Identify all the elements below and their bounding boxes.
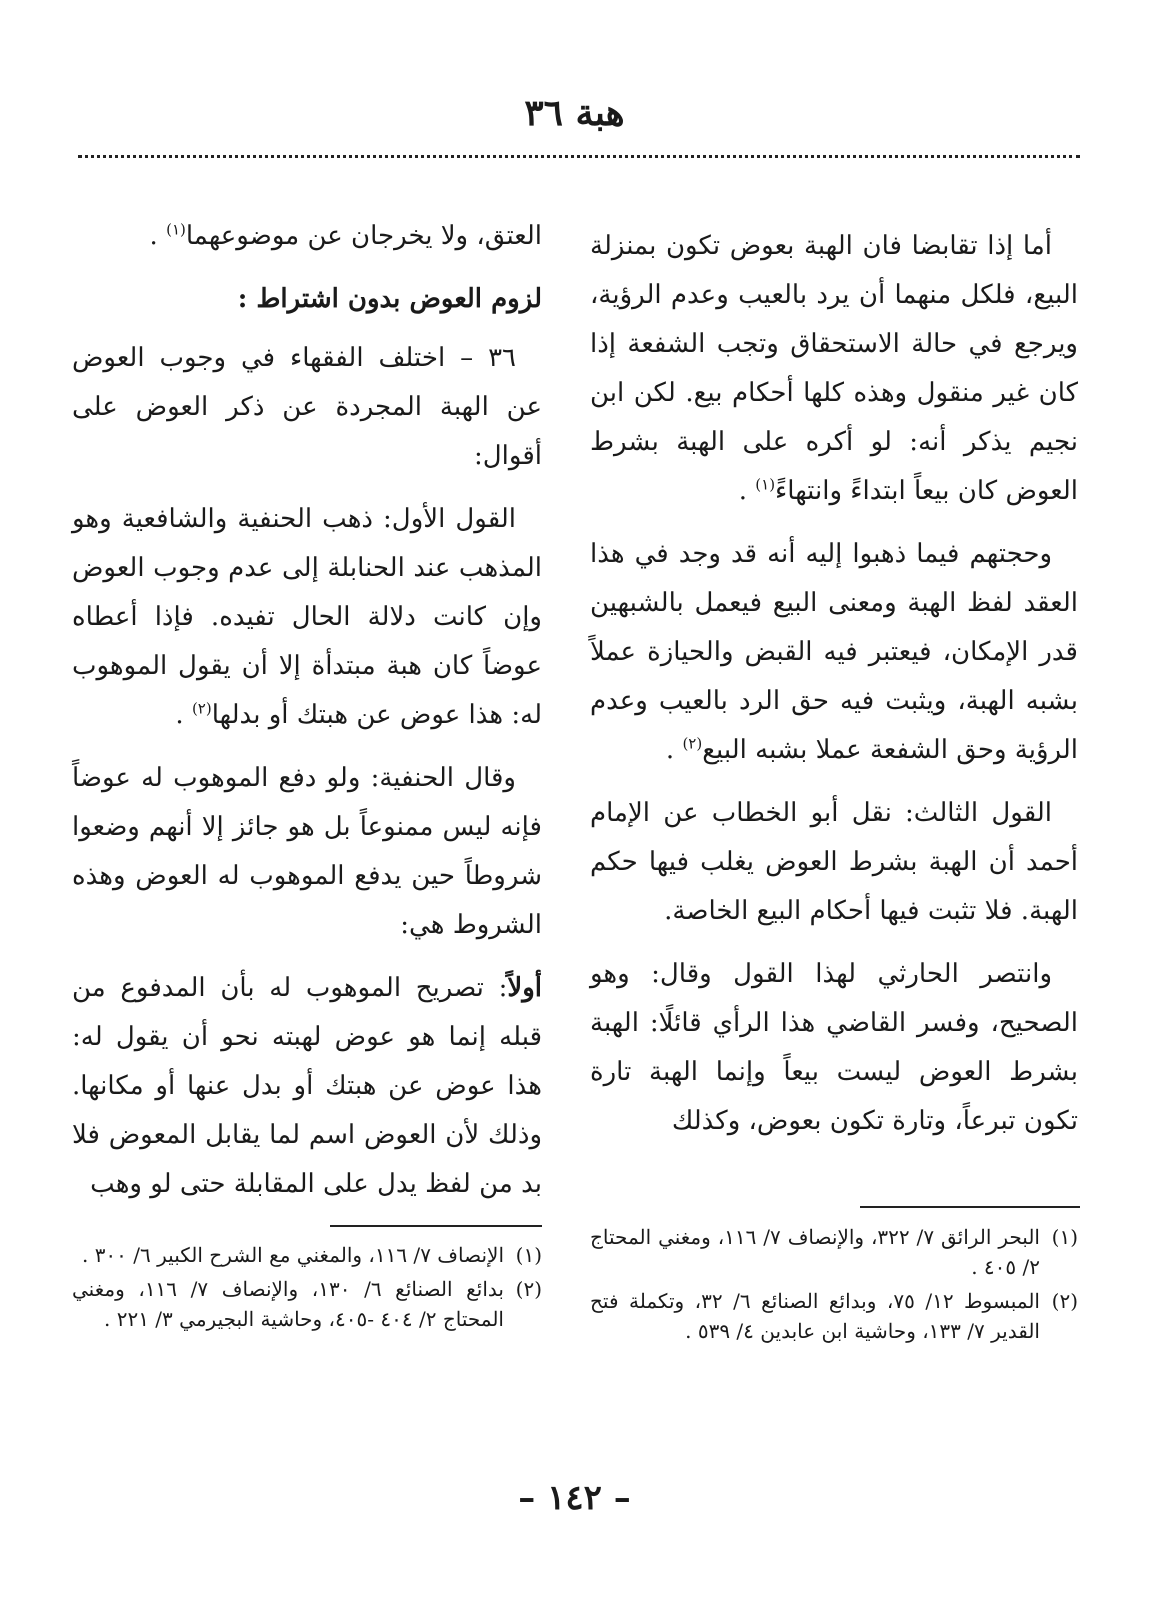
- footnote-ref: (١): [755, 475, 776, 494]
- right-paragraph-3: القول الثالث: نقل أبو الخطاب عن الإمام أحمد أن الهبة بشرط العوض يغلب فيها حكم الهبة. فلا تثبت فيها أحكام البيع الخاصة.: [590, 798, 1078, 926]
- footnote-ref: (٢): [682, 734, 703, 753]
- footnote-number: (٢): [515, 1277, 542, 1301]
- right-paragraph-1: أما إذا تقابضا فان الهبة بعوض تكون بمنزلة البيع، فلكل منهما أن يرد بالعيب وعدم الرؤية، ويرجع في حالة الاستحقاق وتجب الشفعة إذا كان غير منقول وهذه كلها أحكام بيع. لكن ابن نجيم يذكر أنه: لو أكره على الهبة بشرط العوض كان بيعاً ابتداءً وانتهاءً$^{(١)}$ .: [590, 231, 1078, 506]
- footnote-text: بدائع الصنائع ٦/ ١٣٠، والإنصاف ٧/ ١١٦، ومغني المحتاج ٢/ ٤٠٤ -٤٠٥، وحاشية البجيرمي ٣/ ٢٢١ .: [72, 1277, 504, 1331]
- footnote-item: [72, 1274, 542, 1334]
- left-paragraph-4: أولاً: تصريح الموهوب له بأن المدفوع من قبله إنما هو عوض لهبته نحو أن يقول له: هذا عوض عن هبتك أو بدل عنها أو مكانها. وذلك لأن العوض اسم لما يقابل المعوض فلا بد من لفظ يدل على المقابلة حتى لو وهب: [72, 973, 542, 1199]
- footnote-number: (١): [515, 1243, 542, 1267]
- left-paragraph-3: وقال الحنفية: ولو دفع الموهوب له عوضاً فإنه ليس ممنوعاً بل هو جائز إلا أنهم وضعوا شروطاً حين يدفع الموهوب له العوض وهذه الشروط هي:: [72, 763, 542, 940]
- left-paragraph-1: ٣٦ – اختلف الفقهاء في وجوب العوض عن الهبة المجردة عن ذكر العوض على أقوال:: [72, 343, 542, 471]
- footnote-divider-left: [330, 1225, 542, 1227]
- section-subheading: لزوم العوض بدون اشتراط :: [237, 284, 542, 314]
- footnote-ref: (١): [166, 220, 186, 239]
- left-opening-line: العتق، ولا يخرجان عن موضوعهما$^{(١)}$ .: [149, 220, 542, 251]
- footnote-text: الإنصاف ٧/ ١١٦، والمغني مع الشرح الكبير ٦/ ٣٠٠ .: [81, 1243, 504, 1267]
- right-paragraph-2: وحجتهم فيما ذهبوا إليه أنه قد وجد في هذا العقد لفظ الهبة ومعنى البيع فيعمل بالشبهين قدر الإمكان، فيعتبر فيه القبض والحيازة عملاً بشبه الهبة، ويثبت فيه حق الرد بالعيب وعدم الرؤية وحق الشفعة عملا بشبه البيع$^{(٢)}$ .: [590, 539, 1078, 765]
- footnote-text: المبسوط ١٢/ ٧٥، وبدائع الصنائع ٦/ ٣٢، وتكملة فتح القدير ٧/ ١٣٣، وحاشية ابن عابدين ٤/ ٥٣٩ .: [590, 1289, 1040, 1343]
- right-paragraph-4: وانتصر الحارثي لهذا القول وقال: وهو الصحيح، وفسر القاضي هذا الرأي قائلًا: الهبة بشرط العوض ليست بيعاً وإنما الهبة تارة تكون تبرعاً، وتارة تكون بعوض، وكذلك: [590, 959, 1078, 1136]
- right-footnotes: [590, 1222, 1078, 1350]
- footnote-divider-right: [860, 1206, 1080, 1208]
- left-footnotes: [72, 1240, 542, 1338]
- header-dotted-divider: [78, 155, 1080, 158]
- footnote-item: [590, 1222, 1078, 1282]
- left-column: [72, 212, 542, 1223]
- page-number: – ١٤٢ –: [518, 1478, 631, 1518]
- footnote-number: (٢): [1051, 1289, 1078, 1313]
- left-paragraph-2: القول الأول: ذهب الحنفية والشافعية وهو المذهب عند الحنابلة إلى عدم وجوب العوض وإن كانت دلالة الحال تفيده. فإذا أعطاه عوضاً كان هبة مبتدأة إلا أن يقول الموهوب له: هذا عوض عن هبتك أو بدلها$^{(٢)}$ .: [72, 504, 542, 730]
- footnote-number: (١): [1051, 1225, 1078, 1249]
- footnote-item: [72, 1240, 542, 1270]
- page-header-title: هبة ٣٦: [524, 92, 625, 134]
- footnote-item: [590, 1286, 1078, 1346]
- right-column: [590, 222, 1078, 1160]
- footnote-ref: (٢): [191, 699, 212, 718]
- footnote-text: البحر الرائق ٧/ ٣٢٢، والإنصاف ٧/ ١١٦، ومغني المحتاج ٢/ ٤٠٥ .: [590, 1225, 1040, 1279]
- condition-lead: أولاً: [507, 973, 542, 1003]
